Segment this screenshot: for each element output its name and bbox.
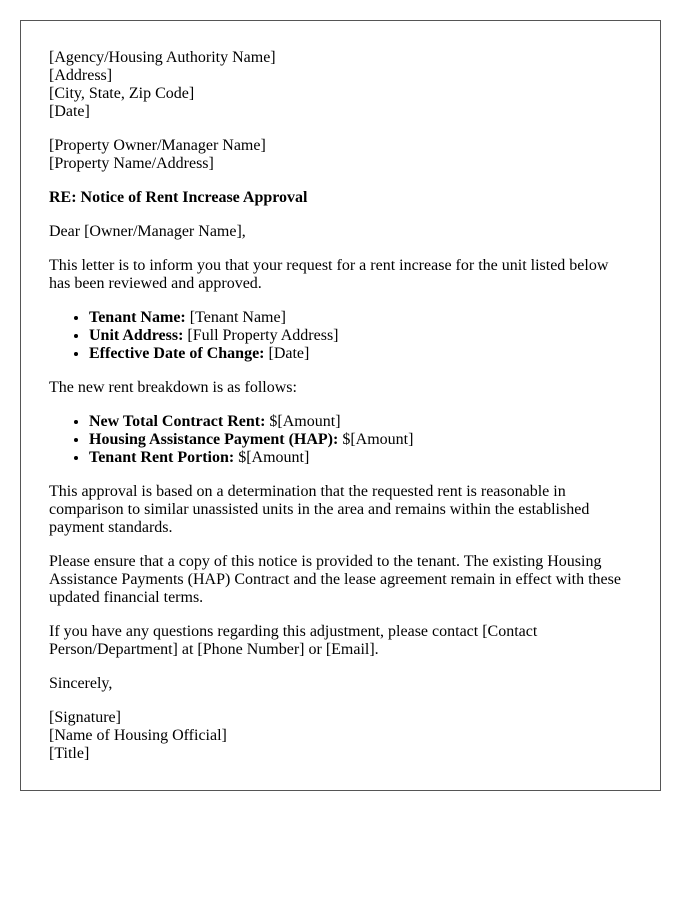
- recipient-block: [49, 137, 632, 173]
- list-item: • Housing Assistance Payment (HAP): $[Amount]: [89, 431, 632, 449]
- body-paragraph: Please ensure that a copy of this notice is provided to the tenant. The existing Housing Assistance Payments (HAP) Contract and the lease agreement remain in effect with these updated financial terms.: [49, 553, 621, 606]
- list-item: • Unit Address: [Full Property Address]: [89, 327, 632, 345]
- letter: [20, 20, 661, 791]
- list-item: • Tenant Rent Portion: $[Amount]: [89, 449, 632, 467]
- list-item: • New Total Contract Rent: $[Amount]: [89, 413, 632, 431]
- list-item: • Tenant Name: [Tenant Name]: [89, 309, 632, 327]
- recipient-property: [Property Name/Address]: [49, 155, 214, 172]
- sender-agency: [Agency/Housing Authority Name]: [49, 49, 276, 66]
- breakdown-intro: The new rent breakdown is as follows:: [49, 379, 297, 396]
- breakdown-list: [49, 413, 632, 467]
- recipient-name: [Property Owner/Manager Name]: [49, 137, 266, 154]
- closing: Sincerely,: [49, 675, 113, 692]
- salutation: Dear [Owner/Manager Name],: [49, 223, 246, 240]
- details-list: [49, 309, 632, 363]
- intro-paragraph: This letter is to inform you that your request for a rent increase for the unit listed below has been reviewed and approved.: [49, 257, 609, 292]
- signature-block: [49, 709, 632, 763]
- body-paragraph: If you have any questions regarding this adjustment, please contact [Contact Person/Department] at [Phone Number] or [Email].: [49, 623, 538, 658]
- sender-city: [City, State, Zip Code]: [49, 85, 195, 102]
- list-item: • Effective Date of Change: [Date]: [89, 345, 632, 363]
- subject-line: RE: Notice of Rent Increase Approval: [49, 189, 308, 206]
- body-paragraph: This approval is based on a determination that the requested rent is reasonable in comparison to similar unassisted units in the area and remains within the established payment standards.: [49, 483, 590, 536]
- sender-block: [49, 49, 632, 121]
- sender-address: [Address]: [49, 67, 113, 84]
- official-title: [Title]: [49, 745, 90, 762]
- official-name: [Name of Housing Official]: [49, 727, 227, 744]
- signature: [Signature]: [49, 709, 121, 726]
- letter-date: [Date]: [49, 103, 90, 120]
